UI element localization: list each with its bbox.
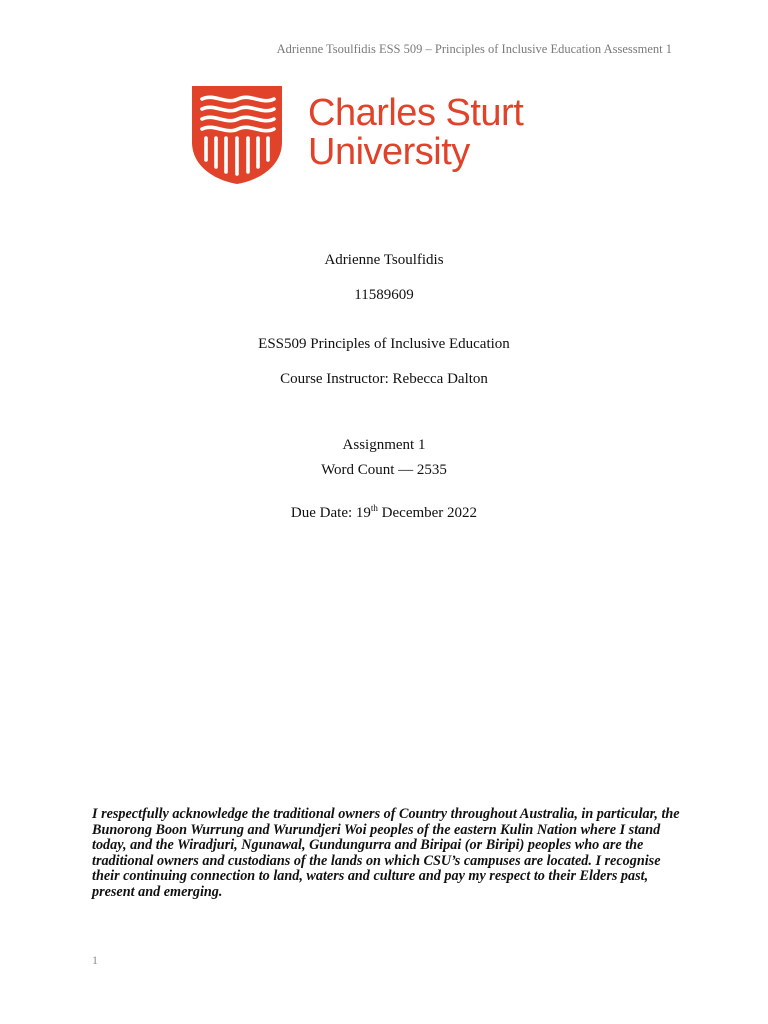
due-date-suffix: December 2022 — [377, 505, 478, 521]
due-date-superscript: th — [370, 503, 378, 513]
wordmark-line-2: University — [308, 131, 470, 173]
running-header: Adrienne Tsoulfidis ESS 509 – Principles of Inclusive Education Assessment 1 — [276, 42, 672, 56]
course-instructor: Course Instructor: Rebecca Dalton — [280, 371, 488, 387]
university-wordmark — [308, 94, 523, 172]
csu-shield-icon — [192, 86, 282, 184]
page-number: 1 — [92, 953, 98, 967]
due-date-prefix: Due Date: 19 — [290, 505, 371, 521]
author-name: Adrienne Tsoulfidis — [324, 252, 444, 268]
course-title: ESS509 Principles of Inclusive Education — [258, 336, 510, 352]
assignment-title: Assignment 1 — [342, 437, 426, 453]
due-date — [0, 505, 768, 522]
acknowledgement-of-country: I respectfully acknowledge the traditional owners of Country throughout Australia, in particular, the Bunorong Boon Wurrung and Wurundjeri Woi peoples of the eastern Kulin Nation where I stand today, and the Wiradjuri, Ngunawal, Gundungurra and Biripai (or Biripi) peoples who are the traditional owners and custodians of the lands on which CSU’s campuses are located. I recognise their continuing connection to land, waters and culture and pay my respect to their Elders past, present and emerging. — [92, 806, 680, 900]
word-count: Word Count — 2535 — [321, 462, 447, 478]
student-id: 11589609 — [354, 287, 414, 303]
university-logo — [192, 86, 552, 186]
wordmark-line-1: Charles Sturt — [308, 92, 524, 134]
